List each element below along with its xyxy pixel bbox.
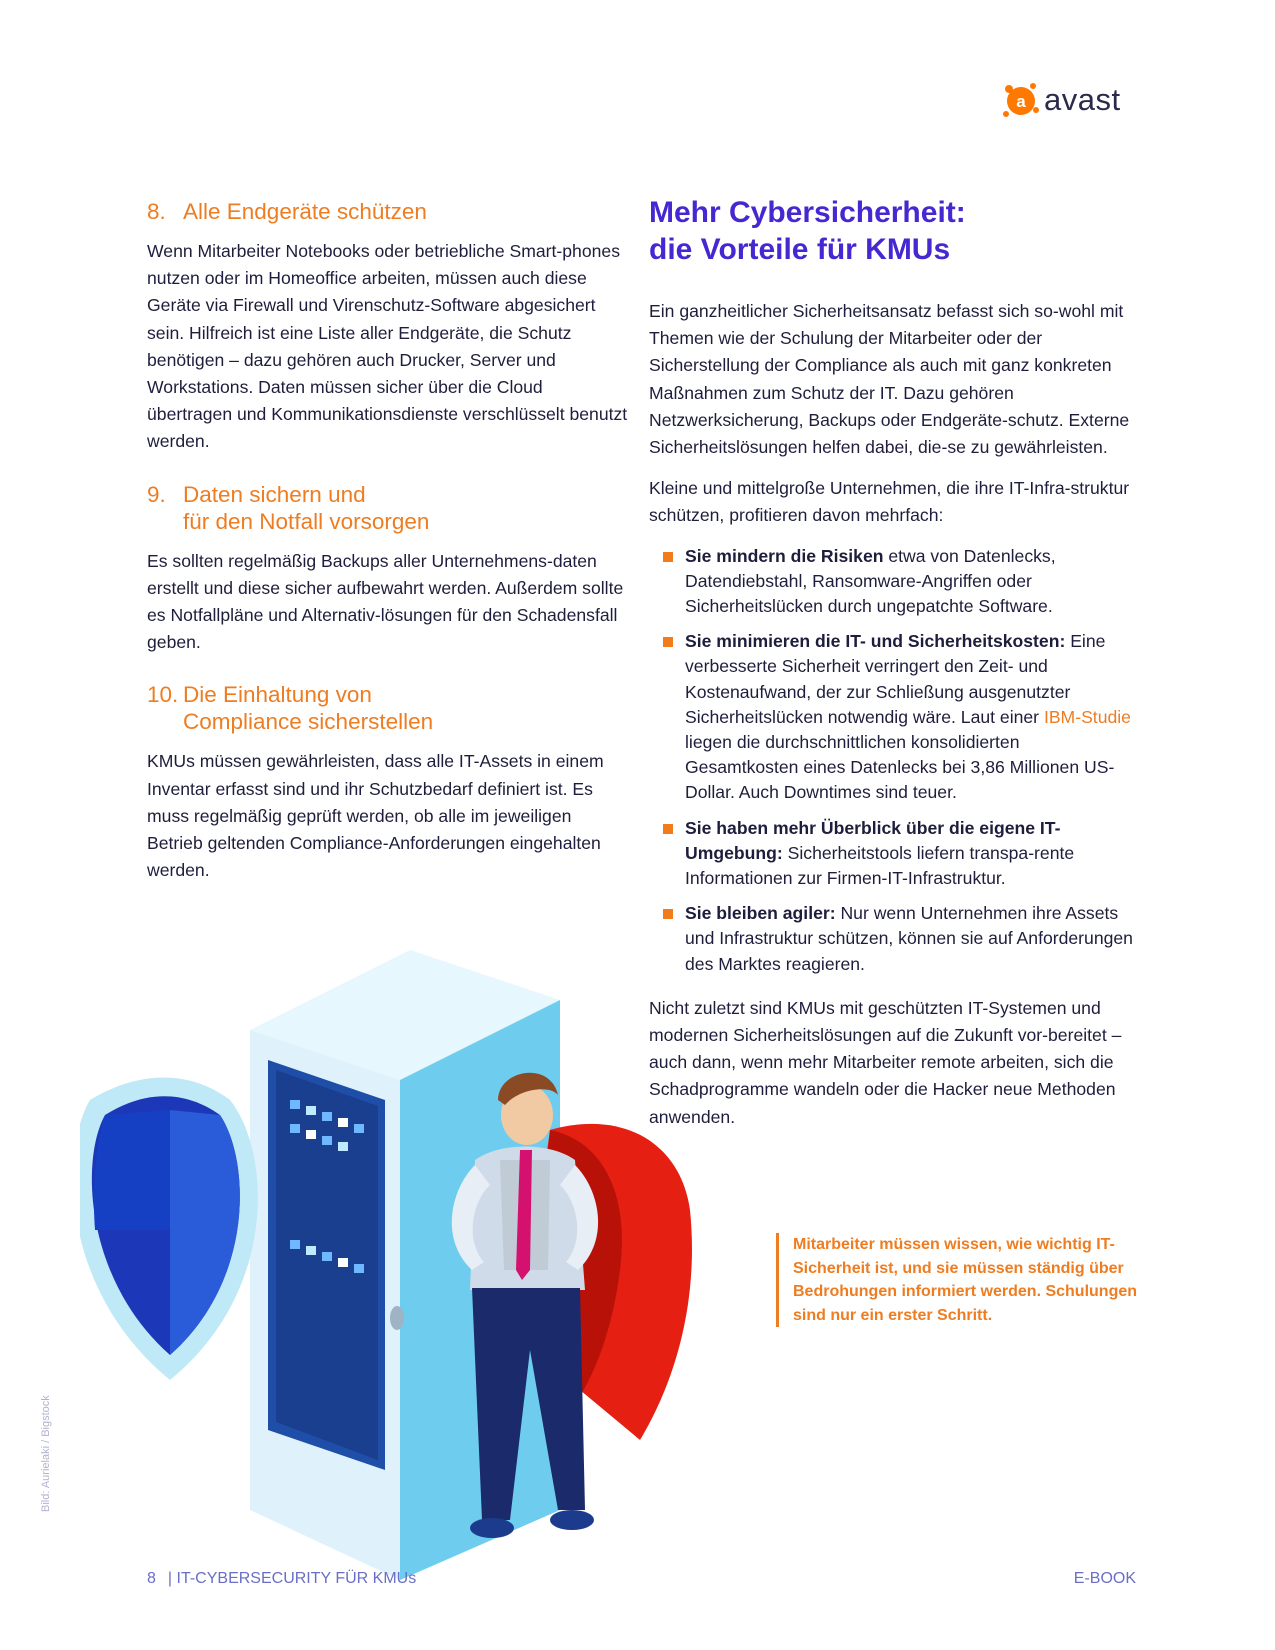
bullet-bold-text: Sie bleiben agiler: <box>685 903 836 924</box>
pull-quote: Mitarbeiter müssen wissen, wie wichtig IT-Sicherheit ist, und sie müssen ständig über Bedrohungen informiert werden. Schulungen sind nur ein erster Schritt. <box>776 1233 1163 1327</box>
section-body-8: Wenn Mitarbeiter Notebooks oder betriebliche Smart-phones nutzen oder im Homeoffice arbeiten, müssen auch diese Geräte via Firewall und Virenschutz-Software abgesichert sein. Hilfreich ist eine Liste aller Endgeräte, die Schutz benötigen – dazu gehören auch Drucker, Server und Workstations. Daten müssen sicher über die Cloud übertragen und Kommunikationsdienste verschlüsselt benutzt werden. <box>147 241 628 452</box>
lead-paragraph: Kleine und mittelgroße Unternehmen, die ihre IT-Infra-struktur schützen, profitieren davon mehrfach: <box>649 478 1130 526</box>
avast-logo <box>1000 78 1135 122</box>
section-body-9: Es sollten regelmäßig Backups aller Unternehmens-daten erstellt und diese sicher aufbewahrt werden. Außerdem sollte es Notfallpläne und Alternativ-lösungen für den Schadensfall geben. <box>147 550 624 653</box>
logo-wordmark: avast <box>1044 82 1121 117</box>
footer-section-title: | IT-CYBERSECURITY FÜR KMUs <box>167 1570 417 1587</box>
bullet-square-icon <box>663 637 673 647</box>
bullet-bold-text: Sie minimieren die IT- und Sicherheitskosten: <box>685 631 1066 652</box>
closing-paragraph: Nicht zuletzt sind KMUs mit geschützten IT-Systemen und modernen Sicherheitslösungen auf die Zukunft vor-bereitet – auch dann, wenn mehr Mitarbeiter remote arbeiten, sich die Schadprogramme wandeln oder die Hacker neue Methoden anwenden. <box>649 997 1122 1127</box>
ibm-study-link[interactable]: IBM-Studie <box>1043 706 1131 727</box>
section-number: 9. <box>147 481 166 507</box>
footer-ebook-label: E-BOOK <box>1073 1570 1136 1587</box>
page-number: 8 <box>147 1570 156 1587</box>
intro-paragraph: Ein ganzheitlicher Sicherheitsansatz befasst sich so-wohl mit Themen wie der Schulung der Mitarbeiter oder der Sicherstellung der Compliance als auch mit ganz konkreten Maßnahmen zum Schutz der IT. Dazu gehören Netzwerksicherung, Backups oder Endgeräte-schutz. Externe Sicherheitslösungen helfen dabei, die-se zu gewährleisten. <box>649 301 1130 458</box>
bullet-text: liegen die durchschnittlichen konsolidierten Gesamtkosten eines Datenlecks bei 3,86 Millionen US-Dollar. Auch Downtimes sind teuer. <box>685 732 1115 803</box>
list-item <box>649 816 1134 892</box>
section-heading-10 <box>147 681 632 735</box>
section-heading-line: Alle Endgeräte schützen <box>183 199 427 224</box>
list-item <box>649 544 1134 620</box>
bullet-bold-text: Sie haben mehr Überblick über die eigene IT-Umgebung: <box>685 817 1061 863</box>
page-title <box>649 194 1134 268</box>
section-heading-8 <box>147 198 632 225</box>
footer-left <box>147 1570 416 1588</box>
image-credit: Bild: Aurielaki / Bigstock <box>40 1395 52 1512</box>
bullet-square-icon <box>663 824 673 834</box>
section-number: 10. <box>147 682 179 708</box>
section-heading-line: Daten sichern und <box>183 481 366 507</box>
section-body-10: KMUs müssen gewährleisten, dass alle IT-Assets in einem Inventar erfasst sind und ihr Schutzbedarf definiert ist. Es muss regelmäßig geprüft werden, ob alle im jeweiligen Betrieb geltenden Compliance-Anforderungen eingehalten werden. <box>147 751 604 881</box>
security-hero-illustration <box>80 910 740 1610</box>
section-heading-line: Compliance sicherstellen <box>183 709 434 735</box>
section-heading-9 <box>147 481 632 535</box>
avast-a-logo-icon <box>1000 80 1040 120</box>
bullet-text: Eine verbesserte Sicherheit verringert den Zeit- und Kostenaufwand, der zur Schließung ausgenutzter Sicherheitslücken notwendig wäre. Laut einer <box>685 631 1106 727</box>
list-item <box>649 629 1134 805</box>
section-heading-line: für den Notfall vorsorgen <box>183 508 430 534</box>
bullet-text: etwa von Datenlecks, Datendiebstahl, Ransomware-Angriffen oder Sicherheitslücken durch ungepatchte Software. <box>685 545 1056 617</box>
bullet-bold-text: Sie mindern die Risiken <box>685 545 884 566</box>
svg-text:a: a <box>1016 92 1026 111</box>
left-column <box>147 198 632 909</box>
shield-icon <box>80 1078 258 1381</box>
bullet-square-icon <box>663 552 673 562</box>
title-line: Mehr Cybersicherheit: <box>649 196 966 229</box>
bullet-text: Nur wenn Unternehmen ihre Assets und Infrastruktur schützen, können sie auf Anforderungen des Marktes reagieren. <box>685 903 1133 974</box>
bullet-text: Sicherheitstools liefern transpa-rente Informationen zur Firmen-IT-Infrastruktur. <box>685 842 1075 889</box>
section-number: 8. <box>147 199 166 224</box>
section-heading-line: Die Einhaltung von <box>183 682 372 708</box>
title-line: die Vorteile für KMUs <box>649 233 951 266</box>
